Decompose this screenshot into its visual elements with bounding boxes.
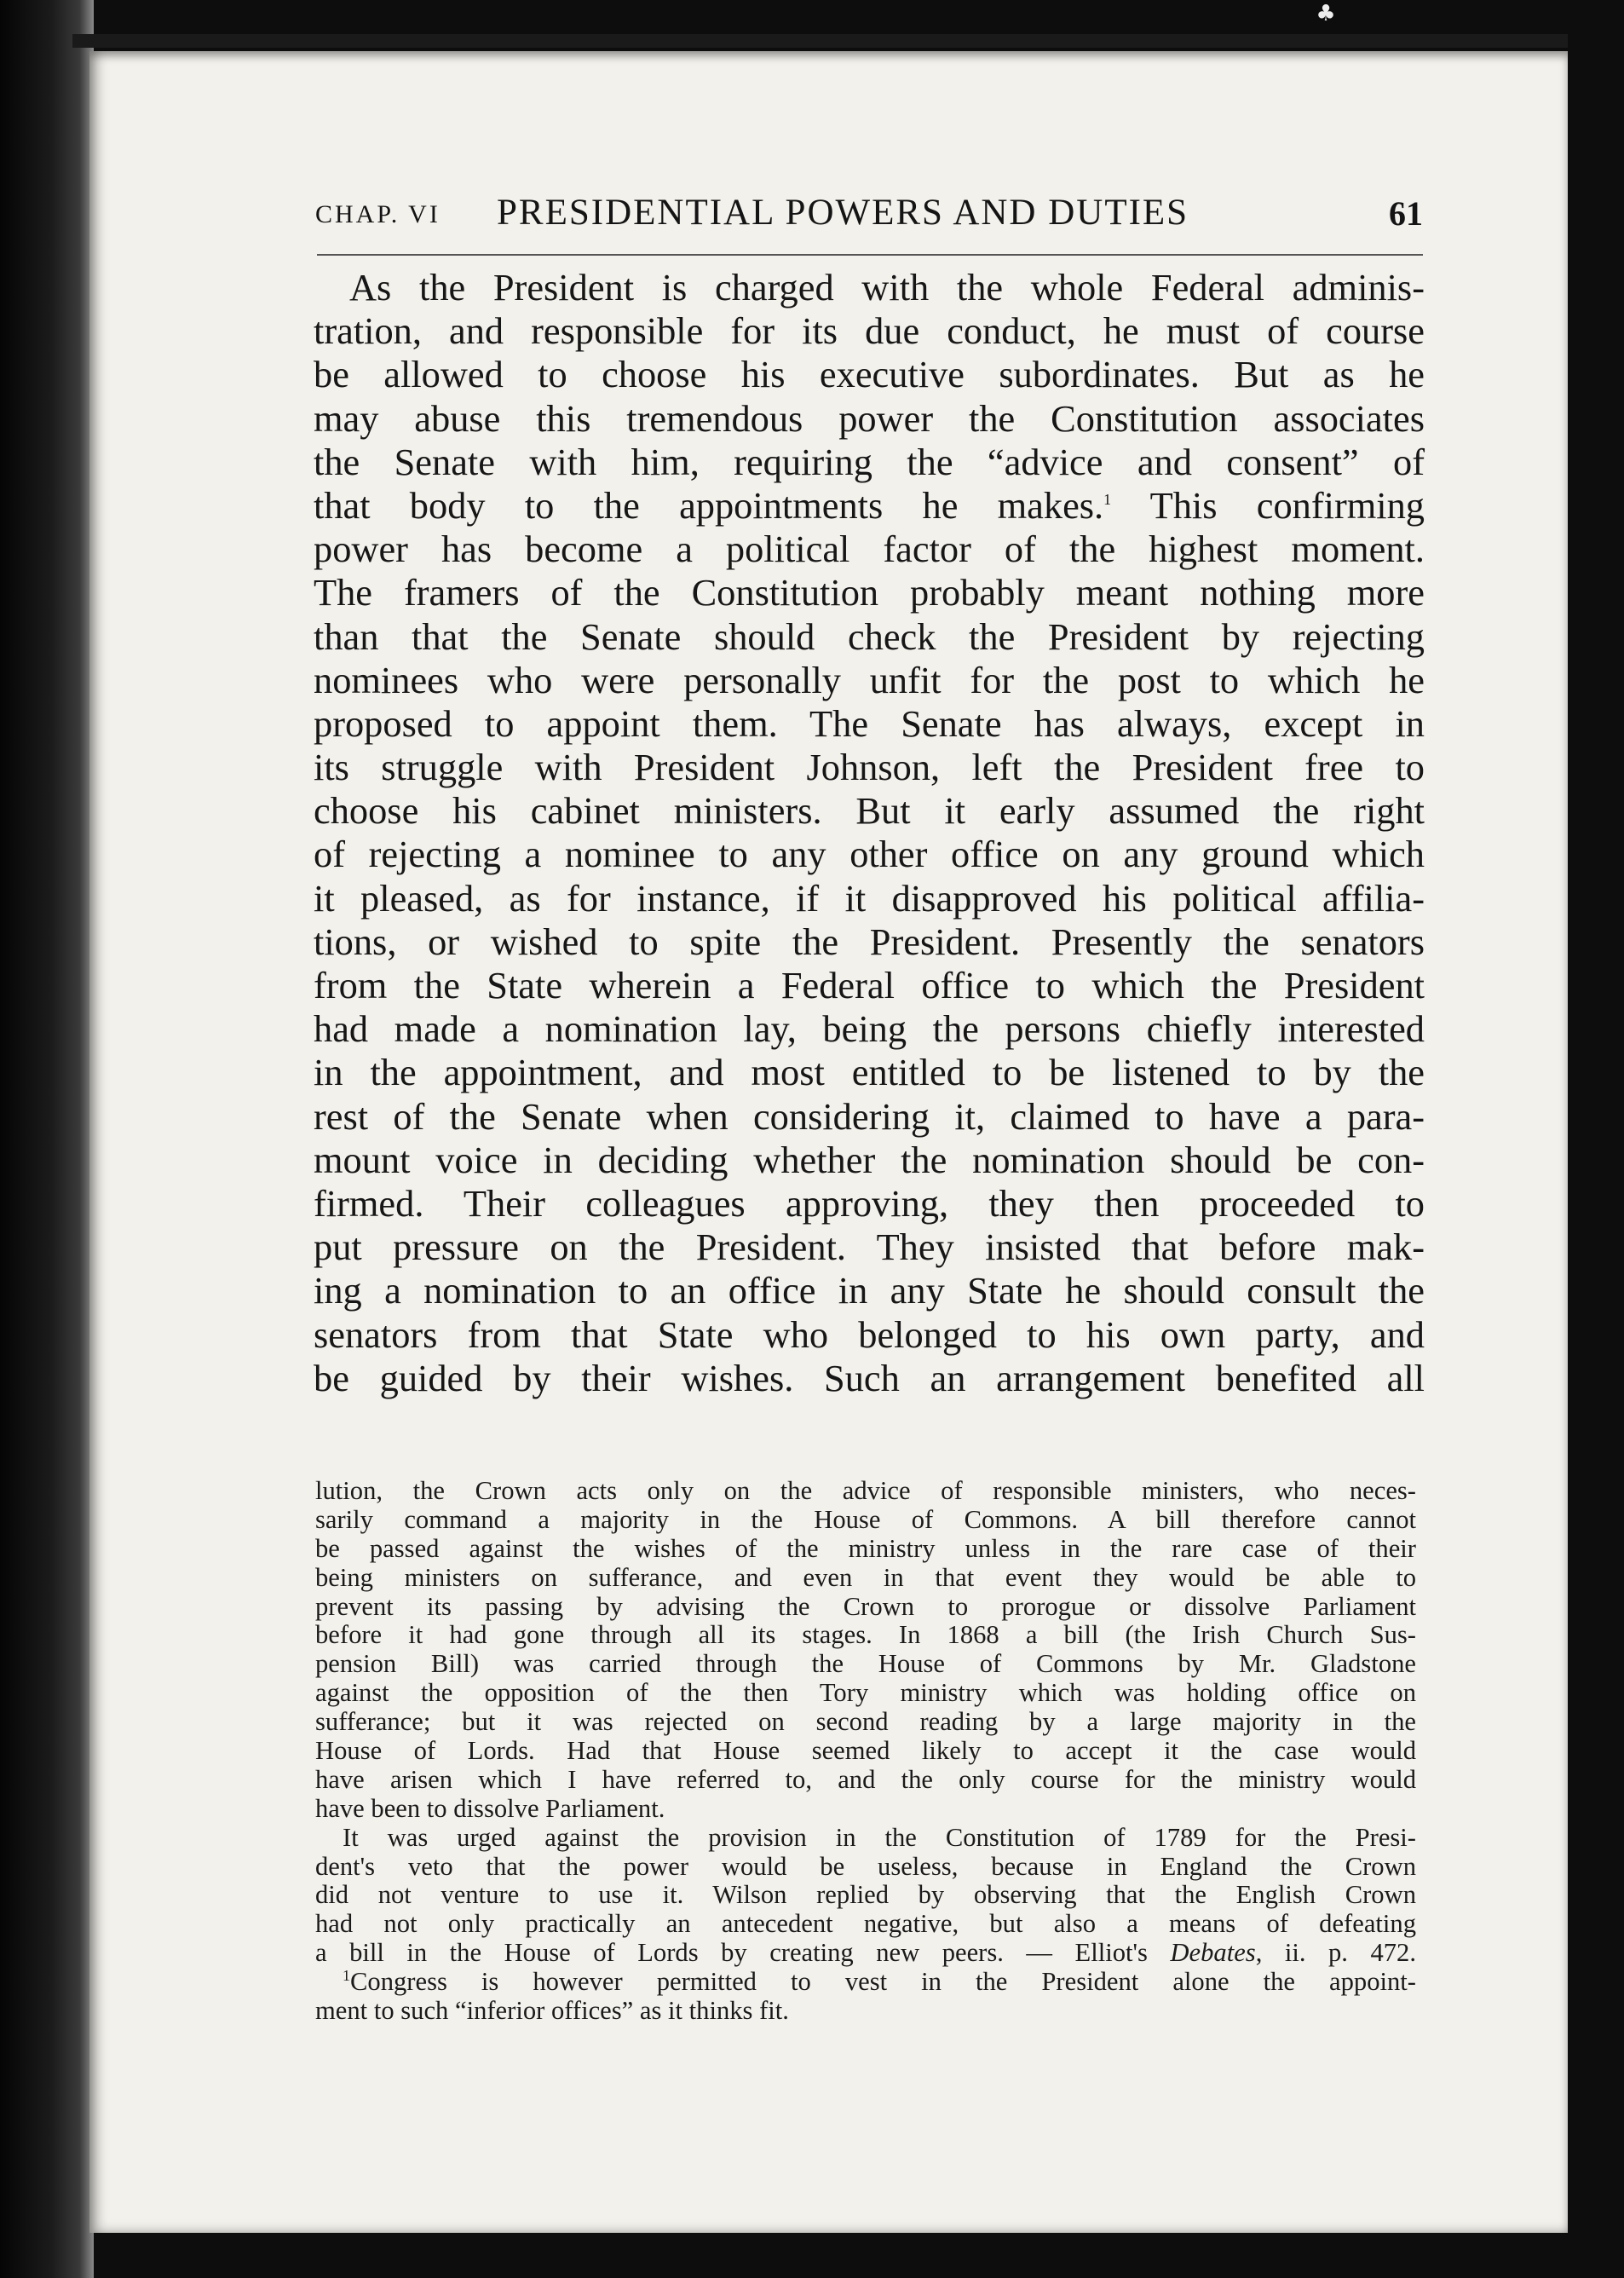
footnote-line: had not only practically an antecedent negative, but also a means of defeating	[315, 1909, 1416, 1939]
footnote-line: ment to such “inferior offices” as it thinks fit.	[315, 1996, 789, 2026]
corner-mark-icon: ♣	[1316, 1, 1336, 26]
text-line: As the President is charged with the whole Federal adminis-	[349, 266, 1425, 309]
footnote-line: dent's veto that the power would be useless, because in England the Crown	[315, 1851, 1416, 1881]
footnote-line-citation	[315, 1939, 1416, 1968]
footnotes	[315, 1477, 1416, 2026]
text-line: be guided by their wishes. Such an arrangement benefited all	[314, 1356, 1425, 1399]
page-top-edge	[72, 34, 1568, 48]
text-line: ing a nomination to an office in any State he should consult the	[314, 1269, 1425, 1312]
text-line: in the appointment, and most entitled to be listened to by the	[314, 1051, 1425, 1094]
page-left-shadow	[0, 0, 94, 2278]
text-line: mount voice in deciding whether the nomination should be con-	[314, 1138, 1425, 1181]
footnote-marker: 1	[1103, 491, 1112, 509]
text-line: be allowed to choose his executive subordinates. But as he	[314, 353, 1425, 396]
text-segment: that body to the appointments he makes.	[314, 483, 1104, 527]
text-line: its struggle with President Johnson, left the President free to	[314, 746, 1425, 789]
footnote-line: It was urged against the provision in the Constitution of 1789 for the Presi-	[343, 1822, 1416, 1852]
text-line: senators from that State who belonged to his own party, and	[314, 1312, 1425, 1356]
footnote-line: did not venture to use it. Wilson replied by observing that the English Crown	[315, 1880, 1416, 1910]
text-line: from the State wherein a Federal office to which the President	[314, 964, 1425, 1006]
text-line: put pressure on the President. They insisted that before mak-	[314, 1226, 1425, 1269]
footnote-line: sarily command a majority in the House of Commons. A bill therefore cannot	[315, 1504, 1416, 1534]
text-line: tions, or wished to spite the President. Presently the senators	[314, 920, 1425, 963]
text-line: tration, and responsible for its due conduct, he must of course	[314, 309, 1425, 353]
text-line: nominees who were personally unfit for the post to which he	[314, 658, 1425, 701]
footnote-line: sufferance; but it was rejected on second reading by a large majority in the	[315, 1707, 1416, 1737]
page-number: 61	[1389, 194, 1423, 233]
footnote-line: against the opposition of the then Tory ministry which was holding office on	[315, 1678, 1416, 1708]
text-line: it pleased, as for instance, if it disapproved his political affilia-	[314, 876, 1425, 920]
text-line: firmed. Their colleagues approving, they then proceeded to	[314, 1181, 1425, 1225]
header-rule	[317, 254, 1423, 256]
footnote-line: prevent its passing by advising the Crown to prorogue or dissolve Parliament	[315, 1591, 1416, 1621]
text-segment: a bill in the House of Lords by creating new peers. — Elliot's	[315, 1938, 1171, 1968]
text-line: rest of the Senate when considering it, claimed to have a para-	[314, 1094, 1425, 1138]
footnote-line: before it had gone through all its stages. In 1868 a bill (the Irish Church Sus-	[315, 1620, 1416, 1650]
running-header	[315, 192, 1423, 243]
footnote-line: be passed against the wishes of the ministry unless in the rare case of their	[315, 1533, 1416, 1563]
text-line-with-footnote	[314, 484, 1425, 528]
text-line: The framers of the Constitution probably meant nothing more	[314, 571, 1425, 614]
text-line: choose his cabinet ministers. But it early assumed the right	[314, 789, 1425, 833]
text-line: had made a nomination lay, being the persons chiefly interested	[314, 1007, 1425, 1051]
footnote-line	[315, 1968, 1416, 1997]
footnote-line: have arisen which I have referred to, and the only course for the ministry would	[315, 1764, 1416, 1794]
chapter-label: CHAP. VI	[315, 200, 441, 228]
footnote-line: being ministers on sufferance, and even in that event they would be able to	[315, 1562, 1416, 1592]
text-segment: , ii. p. 472.	[1255, 1938, 1416, 1968]
text-line: power has become a political factor of the highest moment.	[314, 528, 1425, 571]
text-line: proposed to appoint them. The Senate has always, except in	[314, 701, 1425, 745]
footnote-line: have been to dissolve Parliament.	[315, 1793, 665, 1823]
text-line: than that the Senate should check the President by rejecting	[314, 614, 1425, 658]
footnote-line: lution, the Crown acts only on the advice of responsible ministers, who neces-	[315, 1476, 1416, 1505]
text-segment: This confirming	[1111, 483, 1425, 527]
text-segment: Congress is however permitted to vest in the President alone the appoint-	[350, 1967, 1416, 1997]
footnote-marker: 1	[343, 1966, 350, 1984]
running-title: PRESIDENTIAL POWERS AND DUTIES	[497, 193, 1189, 233]
footnote-line: pension Bill) was carried through the House of Commons by Mr. Gladstone	[315, 1649, 1416, 1679]
citation-title: Debates	[1170, 1938, 1256, 1968]
text-line: may abuse this tremendous power the Constitution associates	[314, 396, 1425, 440]
footnote-line: House of Lords. Had that House seemed likely to accept it the case would	[315, 1736, 1416, 1766]
main-text	[314, 266, 1425, 1400]
text-line: of rejecting a nominee to any other office on any ground which	[314, 833, 1425, 876]
text-line: the Senate with him, requiring the “advice and consent” of	[314, 440, 1425, 483]
